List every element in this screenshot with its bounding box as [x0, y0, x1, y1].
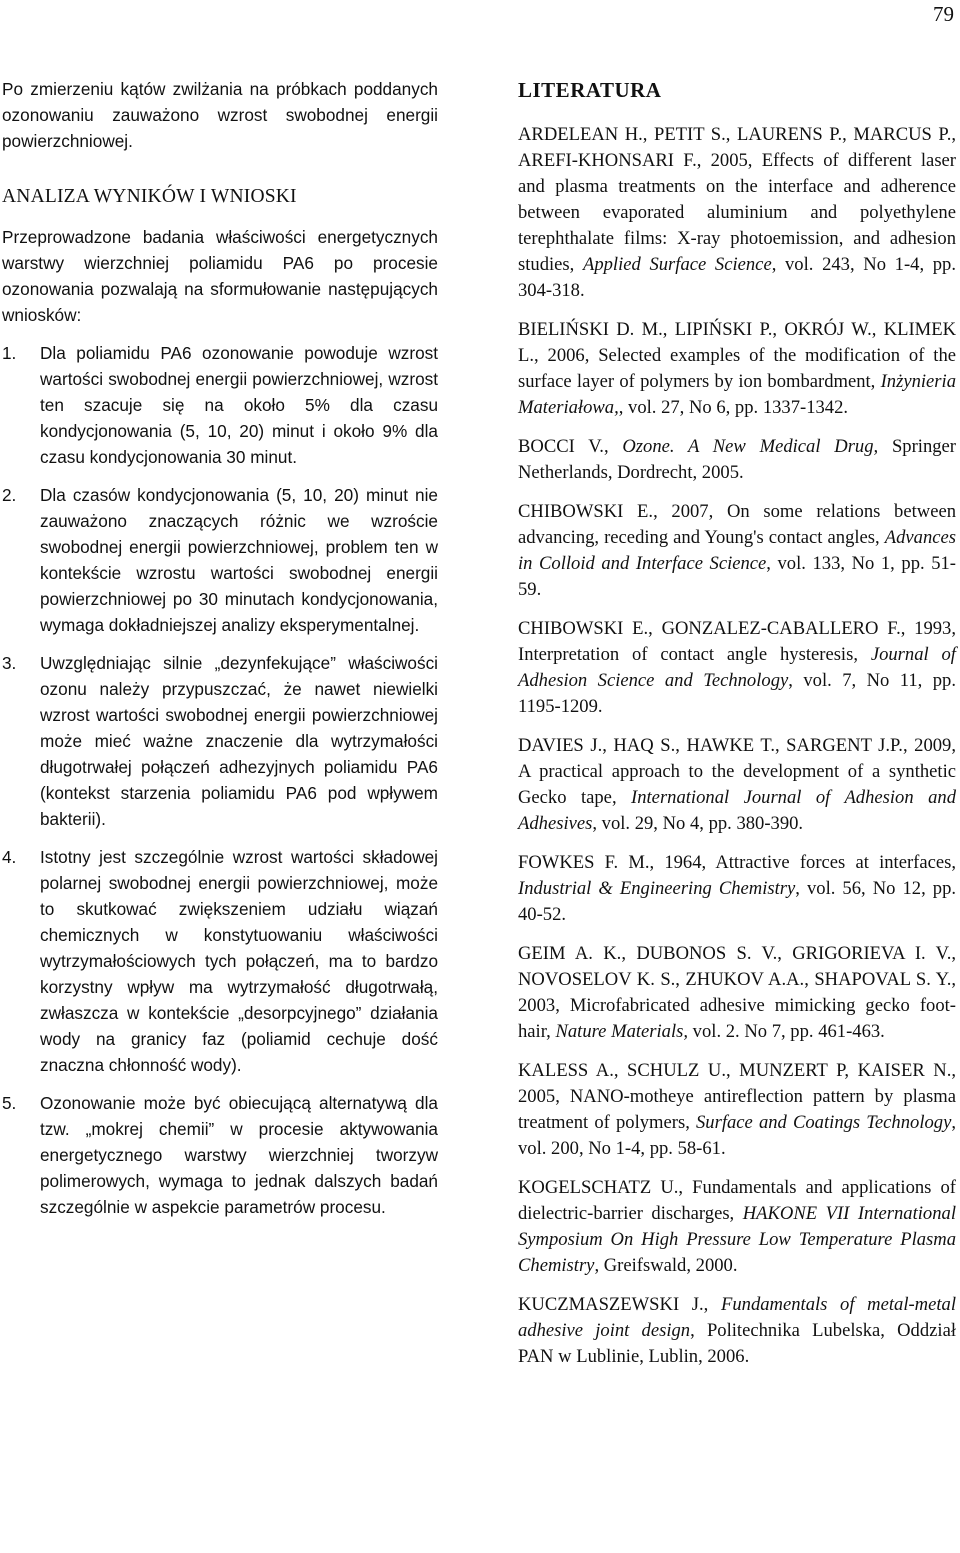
reference-source: Surface and Coatings Technology — [696, 1112, 952, 1133]
reference-authors-title: KOGELSCHATZ U., Fundamentals and applications of dielectric-barrier discharges, — [518, 1177, 956, 1224]
reference-item — [518, 1292, 956, 1370]
conclusion-item — [2, 482, 438, 638]
conclusion-text: Uwzględniając silnie „dezynfekujące” właściwości ozonu należy przypuszczać, że nawet niewielki wzrost wartości swobodnej energii powierzchniowej może mieć ważne znaczenie dla wytrzymałości długotrwałej połączeń adhezyjnych poliamidu PA6 (kontekst starzenia poliamidu PA6 pod wpływem bakterii). — [40, 653, 438, 829]
reference-source: Fundamentals of metal-metal adhesive joint design — [518, 1294, 956, 1341]
reference-item — [518, 1175, 956, 1279]
reference-authors-title: ARDELEAN H., PETIT S., LAURENS P., MARCUS P., AREFI-KHONSARI F., 2005, Effects of different laser and plasma treatments on the interface and adherence between evaporated aluminium and polyethylene terephthalate films: X-ray photoemission, and adhesion studies, — [518, 124, 956, 275]
reference-details: , vol. 133, No 1, pp. 51-59. — [518, 553, 956, 600]
reference-item — [518, 733, 956, 837]
reference-item — [518, 317, 956, 421]
reference-source: International Journal of Adhesion and Adhesives — [518, 787, 956, 834]
reference-authors-title: GEIM A. K., DUBONOS S. V., GRIGORIEVA I. V., NOVOSELOV K. S., ZHUKOV A.A., SHAPOVAL S. Y., 2003, Microfabricated adhesive mimicking gecko foot-hair, — [518, 943, 956, 1042]
conclusion-number: 1. — [2, 343, 17, 363]
conclusion-item — [2, 650, 438, 832]
reference-source: Nature Materials, — [555, 1021, 689, 1042]
reference-authors-title: KUCZMASZEWSKI J., — [518, 1294, 721, 1315]
reference-details: , vol. 200, No 1-4, pp. 58-61. — [518, 1112, 956, 1159]
reference-details: , vol. 7, No 11, pp. 1195-1209. — [518, 670, 956, 717]
conclusion-item — [2, 844, 438, 1078]
reference-authors-title: BIELIŃSKI D. M., LIPIŃSKI P., OKRÓJ W., KLIMEK L., 2006, Selected examples of the modification of the surface layer of polymers by ion bombardment, — [518, 319, 956, 392]
reference-source: Applied Surface Science — [582, 254, 772, 275]
conclusion-number: 4. — [2, 847, 17, 867]
left-column — [2, 76, 438, 1232]
page-number: 79 — [933, 2, 954, 26]
reference-item — [518, 616, 956, 720]
reference-authors-title: DAVIES J., HAQ S., HAWKE T., SARGENT J.P., 2009, A practical approach to the development of a synthetic Gecko tape, — [518, 735, 956, 808]
reference-item — [518, 499, 956, 603]
reference-authors-title: BOCCI V., — [518, 436, 623, 457]
reference-details: Springer Netherlands, Dordrecht, 2005. — [518, 436, 956, 483]
conclusions-list — [2, 340, 438, 1220]
conclusion-item — [2, 1090, 438, 1220]
conclusion-text: Istotny jest szczególnie wzrost wartości składowej polarnej swobodnej energii powierzchniowej, może to skutkować zwiększeniem udziału wiązań chemicznych w konstytuowaniu właściwości wytrzymałościowych tych połączeń, ma to bardzo korzystny wpływ ma wytrzymałość długotrwałą, zwłaszcza w kontekście „desorpcyjnego” działania wody na granicy faz (poliamid cechuje dość znaczna chłonność wody). — [40, 847, 438, 1075]
reference-list — [518, 122, 956, 1370]
conclusion-text: Dla czasów kondycjonowania (5, 10, 20) minut nie zauważono znaczących różnic we wzroście swobodnej energii powierzchniowej, problem ten w kontekście wzrostu wartości swobodnej energii powierzchniowej po 30 minutach kondycjonowania, wymaga dokładniejszej analizy eksperymentalnej. — [40, 485, 438, 635]
conclusion-number: 2. — [2, 485, 17, 505]
reference-source: Journal of Adhesion Science and Technology — [518, 644, 956, 691]
reference-item — [518, 850, 956, 928]
reference-details: vol. 2. No 7, pp. 461-463. — [688, 1021, 885, 1042]
reference-item — [518, 1058, 956, 1162]
conclusion-item — [2, 340, 438, 470]
reference-details: , Politechnika Lubelska, Oddział PAN w Lublinie, Lublin, 2006. — [518, 1320, 956, 1367]
right-column — [518, 76, 956, 1383]
reference-details: , vol. 56, No 12, pp. 40-52. — [518, 878, 957, 925]
reference-item — [518, 122, 956, 304]
reference-authors-title: CHIBOWSKI E., 2007, On some relations between advancing, receding and Young's contact angles, — [518, 501, 956, 548]
literature-heading: LITERATURA — [518, 78, 662, 102]
reference-authors-title: FOWKES F. M., 1964, Attractive forces at interfaces, — [518, 852, 956, 873]
reference-details: , Greifswald, 2000. — [594, 1255, 738, 1276]
reference-authors-title: KALESS A., SCHULZ U., MUNZERT P, KAISER N., 2005, NANO-motheye antireflection pattern by plasma treatment of polymers, — [518, 1060, 956, 1133]
reference-details: , vol. 29, No 4, pp. 380-390. — [592, 813, 804, 834]
reference-source: Advances in Colloid and Interface Science — [518, 527, 956, 574]
reference-source: HAKONE VII International Symposium On High Pressure Low Temperature Plasma Chemistry — [518, 1203, 956, 1276]
intro-paragraph: Po zmierzeniu kątów zwilżania na próbkach poddanych ozonowaniu zauważono wzrost swobodnej energii powierzchniowej. — [2, 79, 438, 151]
reference-source: Ozone. A New Medical Drug, — [622, 436, 879, 457]
reference-item — [518, 941, 956, 1045]
reference-authors-title: CHIBOWSKI E., GONZALEZ-CABALLERO F., 1993, Interpretation of contact angle hysteresis, — [518, 618, 956, 665]
reference-details: , vol. 27, No 6, pp. 1337-1342. — [618, 397, 849, 418]
reference-source: Industrial & Engineering Chemistry — [518, 878, 796, 899]
conclusion-text: Ozonowanie może być obiecującą alternatywą dla tzw. „mokrej chemii” w procesie aktywowania energetycznego warstwy wierzchniej tworzyw polimerowych, wymaga to jednak dalszych badań szczególnie w aspekcie parametrów procesu. — [40, 1093, 438, 1217]
conclusion-text: Dla poliamidu PA6 ozonowanie powoduje wzrost wartości swobodnej energii powierzchniowej, wzrost ten szacuje się na około 5% dla czasu kondycjonowania (5, 10, 20) minut i około 9% dla czasu kondycjonowania 30 minut. — [40, 343, 438, 467]
reference-details: , vol. 243, No 1-4, pp. 304-318. — [518, 254, 957, 301]
summary-paragraph: Przeprowadzone badania właściwości energetycznych warstwy wierzchniej poliamidu PA6 po procesie ozonowania pozwalają na sformułowanie następujących wniosków: — [2, 227, 438, 325]
reference-source: Inżynieria Materiałowa, — [518, 371, 956, 418]
reference-item — [518, 434, 956, 486]
conclusion-number: 3. — [2, 653, 17, 673]
section-heading-analysis: ANALIZA WYNIKÓW I WNIOSKI — [2, 186, 297, 207]
conclusion-number: 5. — [2, 1093, 17, 1113]
